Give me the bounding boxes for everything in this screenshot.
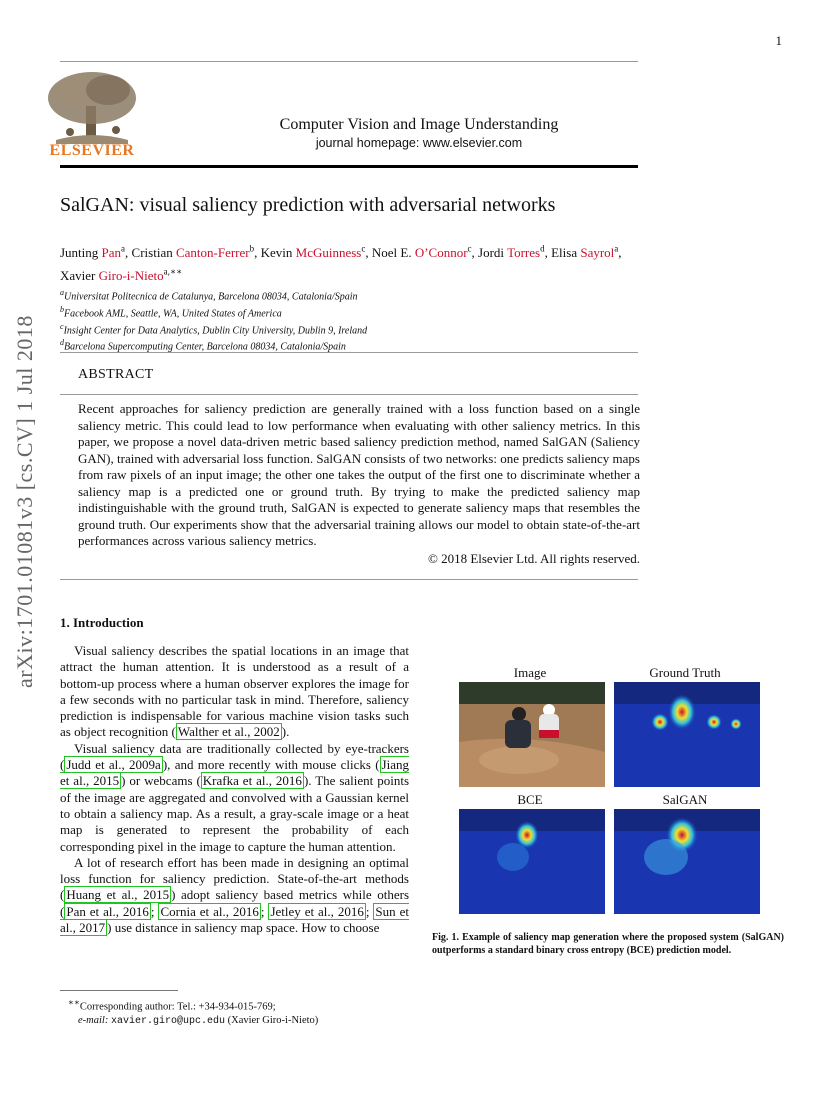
header-thick-rule [60, 165, 638, 168]
author: Cristian Canton-Ferrer$^b$, [131, 244, 261, 261]
journal-homepage: journal homepage: www.elsevier.com [315, 136, 523, 150]
figure-label-bce: BCE [517, 792, 543, 807]
footnote-rule [60, 990, 178, 991]
author: Kevin McGuinness$^c$, [260, 244, 372, 261]
header-top-rule [60, 61, 638, 62]
author: Elisa Sayrol$^a$, [551, 244, 622, 261]
citation-link[interactable]: Cornia et al., 2016 [160, 903, 259, 919]
author-link[interactable]: Torres [507, 245, 541, 261]
intro-paragraph-2: Visual saliency data are traditionally collected by eye-trackers ( Judd et al., 2009a ), and more recently with mouse clicks ( Jiang et al., 2015 ) or webcams ( Krafka et al., 2016 ). The salient points of the image are aggregated and convolved with a Gaussian kernel to obtain a saliency map. As a result, a gray-scale image or a heat map is generated to represent the probability of each corresponding pixel in the image to capture the human attention. [60, 740, 410, 854]
author: Noel E. O’Connor$^c$, [371, 244, 479, 261]
figure-panel-image [459, 682, 605, 787]
citation-link[interactable]: Jiang et al., 2015 [60, 757, 409, 789]
author: Junting Pan$^a$, [60, 244, 132, 261]
author-link[interactable]: O’Connor [414, 245, 468, 261]
author-link[interactable]: Giro-i-Nieto [98, 267, 164, 283]
figure-caption: Fig. 1. Example of saliency map generation where the proposed system (SalGAN) outperforms a standard binary cross entropy (BCE) prediction model. [432, 932, 784, 956]
author: Xavier Giro-i-Nieto$^{a,∗∗}$ [60, 266, 183, 283]
intro-paragraph-1: Visual saliency describes the spatial locations in an image that attract the human attention. It is understood as a result of a bottom-up process where a human observer explores the image for a few seconds with no particular task in mind. Therefore, saliency prediction is indispensable for various machine vision tasks such as object recognition ( Walther et al., 2002 ). [60, 643, 409, 740]
author-link[interactable]: Sayrol [580, 245, 615, 261]
figure-label-ground-truth: Ground Truth [649, 665, 721, 680]
author-list [60, 240, 645, 285]
author: Jordi Torres$^d$, [478, 244, 552, 261]
author-link[interactable]: Pan [101, 245, 122, 261]
affiliation: $^a$Universitat Politecnica de Catalunya, Barcelona 08034, Catalonia/Spain [60, 288, 358, 303]
author-email[interactable]: xavier.giro@upc.edu [110, 1015, 225, 1027]
author-link[interactable]: McGuinness [295, 245, 362, 261]
abstract-bottom-rule [60, 579, 638, 580]
figure-label-salgan: SalGAN [662, 792, 708, 807]
affiliation: $^d$Barcelona Supercomputing Center, Barcelona 08034, Catalonia/Spain [60, 338, 346, 353]
paper-title: SalGAN: visual saliency prediction with adversarial networks [60, 194, 556, 216]
intro-paragraph-3: A lot of research effort has been made in designing an optimal loss function for saliency prediction. State-of-the-art methods ( Huang et al., 2015 ) adopt saliency based metrics while others ( Pan et al., 2016 ; Cornia et al., 2016 ; Jetley et al., 2016 ; Sun et al., 2017 ) use distance in saliency map space. How to choose [60, 854, 410, 936]
citation-link[interactable]: Walther et al., 2002 [177, 724, 280, 740]
copyright: © 2018 Elsevier Ltd. All rights reserved. [427, 551, 640, 566]
section-heading: 1. Introduction [60, 615, 144, 630]
citation-link[interactable]: Pan et al., 2016 [66, 903, 149, 919]
figure-panel-bce [459, 809, 605, 914]
abstract-text: Recent approaches for saliency prediction are generally trained with a loss function based on a single saliency metric. This could lead to low performance when evaluating with other saliency metrics. In this paper, we propose a novel data-driven metric based saliency prediction method, named SalGAN (Saliency GAN), trained with adversarial loss function. SalGAN consists of two networks: one predicts saliency maps from raw pixels of an input image; the other one takes the output of the first one to discriminate whether a saliency map is a predicted one or ground truth. By trying to make the predicted saliency map indistinguishable with the ground truth, SalGAN is expected to generate saliency maps that resembles the ground truth. Our experiments show that the adversarial training allows our model to obtain state-of-the-art performances across various saliency metrics. [78, 401, 640, 548]
arxiv-identifier: arXiv:1701.01081v3 [cs.CV] 1 Jul 2018 [12, 315, 37, 688]
citation-link[interactable]: Huang et al., 2015 [66, 887, 170, 903]
citation-link[interactable]: Krafka et al., 2016 [202, 773, 302, 789]
figure-panel-salgan [614, 809, 760, 914]
affiliation: $^b$Facebook AML, Seattle, WA, United States of America [60, 304, 282, 320]
affiliations [60, 287, 367, 354]
abstract-heading-rule [60, 394, 638, 395]
figure-panel-ground-truth [614, 682, 760, 787]
page-number: 1 [775, 33, 782, 48]
journal-name: Computer Vision and Image Understanding [279, 116, 559, 133]
affiliation: $^c$Insight Center for Data Analytics, Dublin City University, Dublin 9, Ireland [60, 321, 368, 336]
author-link[interactable]: Canton-Ferrer [175, 245, 250, 261]
citation-link[interactable]: Judd et al., 2009a [66, 757, 161, 773]
citation-link[interactable]: Sun et al., 2017 [60, 903, 409, 936]
footnote: ∗∗Corresponding author: Tel.: +34-934-015-769; e-mail: xavier.giro@upc.edu (Xavier Giro-i-Nieto) [68, 997, 319, 1027]
intro-text [60, 643, 409, 936]
abstract-top-rule [60, 352, 638, 353]
abstract-heading: ABSTRACT [78, 367, 154, 382]
elsevier-wordmark: ELSEVIER [49, 142, 135, 159]
citation-link[interactable]: Jetley et al., 2016 [270, 903, 364, 919]
figure-label-image: Image [513, 665, 547, 680]
